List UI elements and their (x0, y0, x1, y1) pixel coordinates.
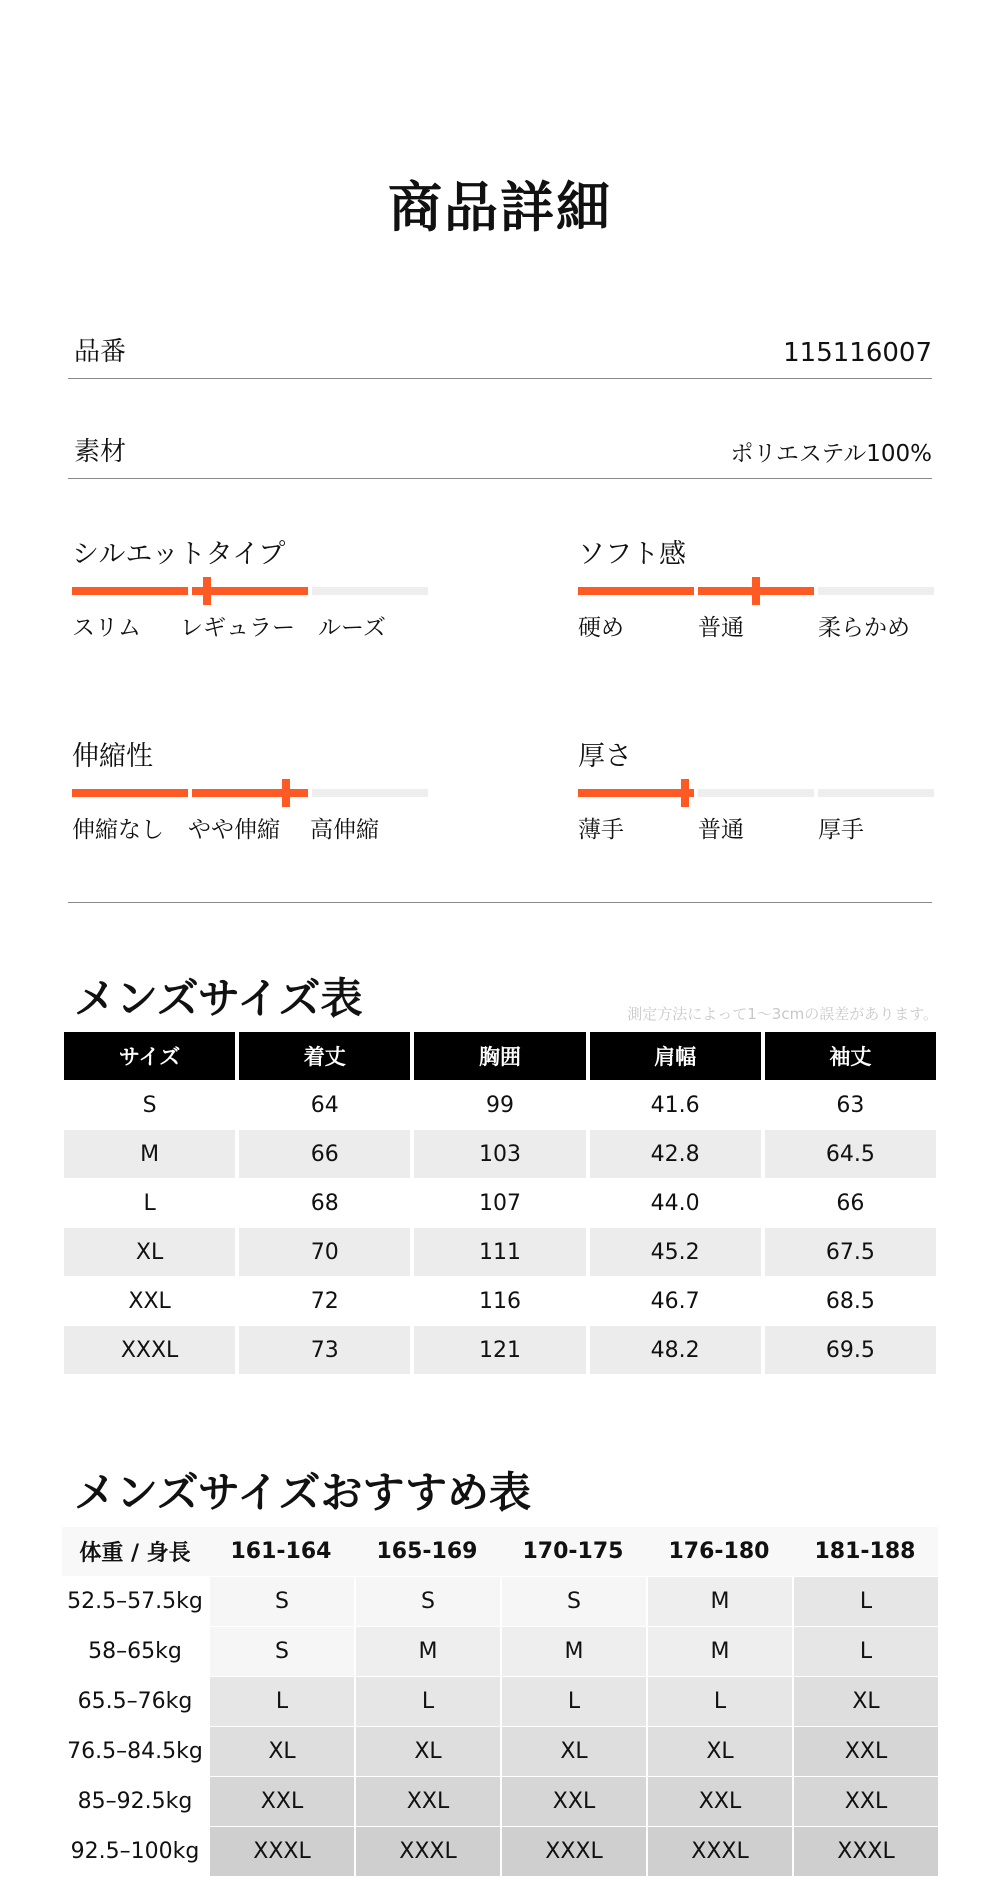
table-cell: XL (354, 1726, 500, 1776)
scale-marker (681, 779, 689, 807)
table-cell: 66 (237, 1129, 412, 1178)
table-cell: 64 (237, 1080, 412, 1129)
table-cell: XXL (62, 1276, 237, 1325)
table-cell: 72 (237, 1276, 412, 1325)
size-chart-header-row (62, 1032, 938, 1080)
weight-cell: 52.5–57.5kg (62, 1576, 208, 1626)
attr-silhouette-scale (72, 587, 428, 595)
table-row (62, 1276, 938, 1325)
table-row (62, 1129, 938, 1178)
attr-stretch-scale (72, 789, 428, 797)
table-cell: S (208, 1576, 354, 1626)
material-row (68, 418, 932, 479)
scale-segment-3 (818, 587, 934, 595)
table-cell: S (354, 1576, 500, 1626)
table-row (62, 1826, 938, 1876)
table-cell: L (646, 1676, 792, 1726)
table-cell: 103 (412, 1129, 587, 1178)
tick-label-1: スリム (72, 615, 141, 641)
tick-label-2: レギュラー (180, 615, 295, 641)
table-cell: M (646, 1626, 792, 1676)
size-chart-note: 測定方法によって1〜3cmの誤差があります。 (627, 1005, 938, 1023)
header-cell: 体重 / 身長 (62, 1527, 208, 1576)
size-chart-table (62, 1032, 938, 1374)
attr-silhouette (68, 532, 428, 662)
scale-segment-1 (578, 789, 694, 797)
section-divider (68, 902, 932, 903)
header-cell: 176-180 (646, 1527, 792, 1576)
table-cell: S (500, 1576, 646, 1626)
attr-stretch-name: 伸縮性 (72, 741, 153, 772)
table-row (62, 1676, 938, 1726)
table-cell: XXL (500, 1776, 646, 1826)
table-cell: 73 (237, 1325, 412, 1374)
table-cell: XL (208, 1726, 354, 1776)
tick-label-2: 普通 (698, 615, 744, 641)
table-row (62, 1776, 938, 1826)
table-cell: 45.2 (588, 1227, 763, 1276)
scale-segment-2 (192, 789, 308, 797)
table-cell: 68 (237, 1178, 412, 1227)
material-value: ポリエステル100% (730, 441, 932, 467)
weight-cell: 58–65kg (62, 1626, 208, 1676)
scale-segment-1 (72, 789, 188, 797)
table-cell: M (354, 1626, 500, 1676)
table-cell: S (208, 1626, 354, 1676)
table-cell: 48.2 (588, 1325, 763, 1374)
tick-label-3: 柔らかめ (818, 615, 910, 641)
table-cell: XL (62, 1227, 237, 1276)
table-cell: 107 (412, 1178, 587, 1227)
table-cell: XXXL (500, 1826, 646, 1876)
table-cell: XXL (208, 1776, 354, 1826)
table-cell: 121 (412, 1325, 587, 1374)
table-cell: L (500, 1676, 646, 1726)
table-cell: 99 (412, 1080, 587, 1129)
tick-label-3: ルーズ (318, 615, 386, 641)
table-cell: XXL (792, 1776, 938, 1826)
table-cell: L (792, 1576, 938, 1626)
attr-silhouette-name: シルエットタイプ (72, 539, 286, 570)
scale-marker (752, 577, 760, 605)
header-cell: 181-188 (792, 1527, 938, 1576)
material-label: 素材 (74, 437, 127, 467)
table-cell: XL (792, 1676, 938, 1726)
table-cell: 66 (763, 1178, 938, 1227)
tick-label-3: 高伸縮 (310, 817, 379, 843)
header-cell: 着丈 (237, 1032, 412, 1080)
table-cell: M (500, 1626, 646, 1676)
table-row (62, 1227, 938, 1276)
table-cell: 63 (763, 1080, 938, 1129)
size-chart-title: メンズサイズ表 (74, 974, 363, 1023)
weight-cell: 92.5–100kg (62, 1826, 208, 1876)
table-cell: XXL (354, 1776, 500, 1826)
table-cell: 46.7 (588, 1276, 763, 1325)
recommend-chart-title: メンズサイズおすすめ表 (74, 1468, 531, 1517)
table-row (62, 1325, 938, 1374)
scale-segment-3 (312, 789, 428, 797)
table-cell: XL (500, 1726, 646, 1776)
header-cell: サイズ (62, 1032, 237, 1080)
table-cell: M (646, 1576, 792, 1626)
product-number-value: 115116007 (783, 338, 932, 368)
scale-segment-2 (698, 789, 814, 797)
product-number-row (68, 318, 932, 379)
tick-label-2: 普通 (698, 817, 744, 843)
scale-segment-3 (818, 789, 934, 797)
table-row (62, 1726, 938, 1776)
table-row (62, 1178, 938, 1227)
table-cell: XXXL (354, 1826, 500, 1876)
attr-thickness (574, 734, 934, 864)
header-cell: 161-164 (208, 1527, 354, 1576)
table-cell: 41.6 (588, 1080, 763, 1129)
table-cell: 64.5 (763, 1129, 938, 1178)
scale-segment-1 (72, 587, 188, 595)
table-row (62, 1626, 938, 1676)
table-cell: XXXL (646, 1826, 792, 1876)
header-cell: 165-169 (354, 1527, 500, 1576)
product-number-label: 品番 (74, 337, 127, 367)
scale-segment-1 (578, 587, 694, 595)
scale-marker (203, 577, 211, 605)
recommend-header-row (62, 1527, 938, 1576)
attr-thickness-name: 厚さ (578, 741, 632, 772)
attr-thickness-scale (578, 789, 934, 797)
table-cell: XXXL (62, 1325, 237, 1374)
table-cell: XL (646, 1726, 792, 1776)
table-cell: 70 (237, 1227, 412, 1276)
table-cell: 111 (412, 1227, 587, 1276)
table-cell: 42.8 (588, 1129, 763, 1178)
table-cell: L (354, 1676, 500, 1726)
attr-stretch (68, 734, 428, 864)
table-cell: XXXL (208, 1826, 354, 1876)
table-cell: L (792, 1626, 938, 1676)
weight-cell: 85–92.5kg (62, 1776, 208, 1826)
attr-softness-scale (578, 587, 934, 595)
table-row (62, 1080, 938, 1129)
recommend-chart-table (62, 1527, 938, 1876)
page-title: 商品詳細 (388, 176, 612, 239)
table-cell: 68.5 (763, 1276, 938, 1325)
table-row (62, 1576, 938, 1626)
header-cell: 170-175 (500, 1527, 646, 1576)
weight-cell: 76.5–84.5kg (62, 1726, 208, 1776)
attr-softness (574, 532, 934, 662)
scale-segment-3 (312, 587, 428, 595)
table-cell: 44.0 (588, 1178, 763, 1227)
tick-label-2: やや伸縮 (188, 817, 280, 843)
header-cell: 胸囲 (412, 1032, 587, 1080)
table-cell: L (208, 1676, 354, 1726)
table-cell: XXL (792, 1726, 938, 1776)
table-cell: 69.5 (763, 1325, 938, 1374)
header-cell: 肩幅 (588, 1032, 763, 1080)
tick-label-1: 伸縮なし (72, 817, 164, 843)
attr-softness-name: ソフト感 (578, 539, 686, 570)
table-cell: S (62, 1080, 237, 1129)
table-cell: 116 (412, 1276, 587, 1325)
table-cell: L (62, 1178, 237, 1227)
table-cell: M (62, 1129, 237, 1178)
scale-marker (282, 779, 290, 807)
table-cell: 67.5 (763, 1227, 938, 1276)
table-cell: XXXL (792, 1826, 938, 1876)
table-cell: XXL (646, 1776, 792, 1826)
tick-label-3: 厚手 (818, 817, 864, 843)
tick-label-1: 硬め (578, 615, 624, 641)
tick-label-1: 薄手 (578, 817, 624, 843)
weight-cell: 65.5–76kg (62, 1676, 208, 1726)
header-cell: 袖丈 (763, 1032, 938, 1080)
